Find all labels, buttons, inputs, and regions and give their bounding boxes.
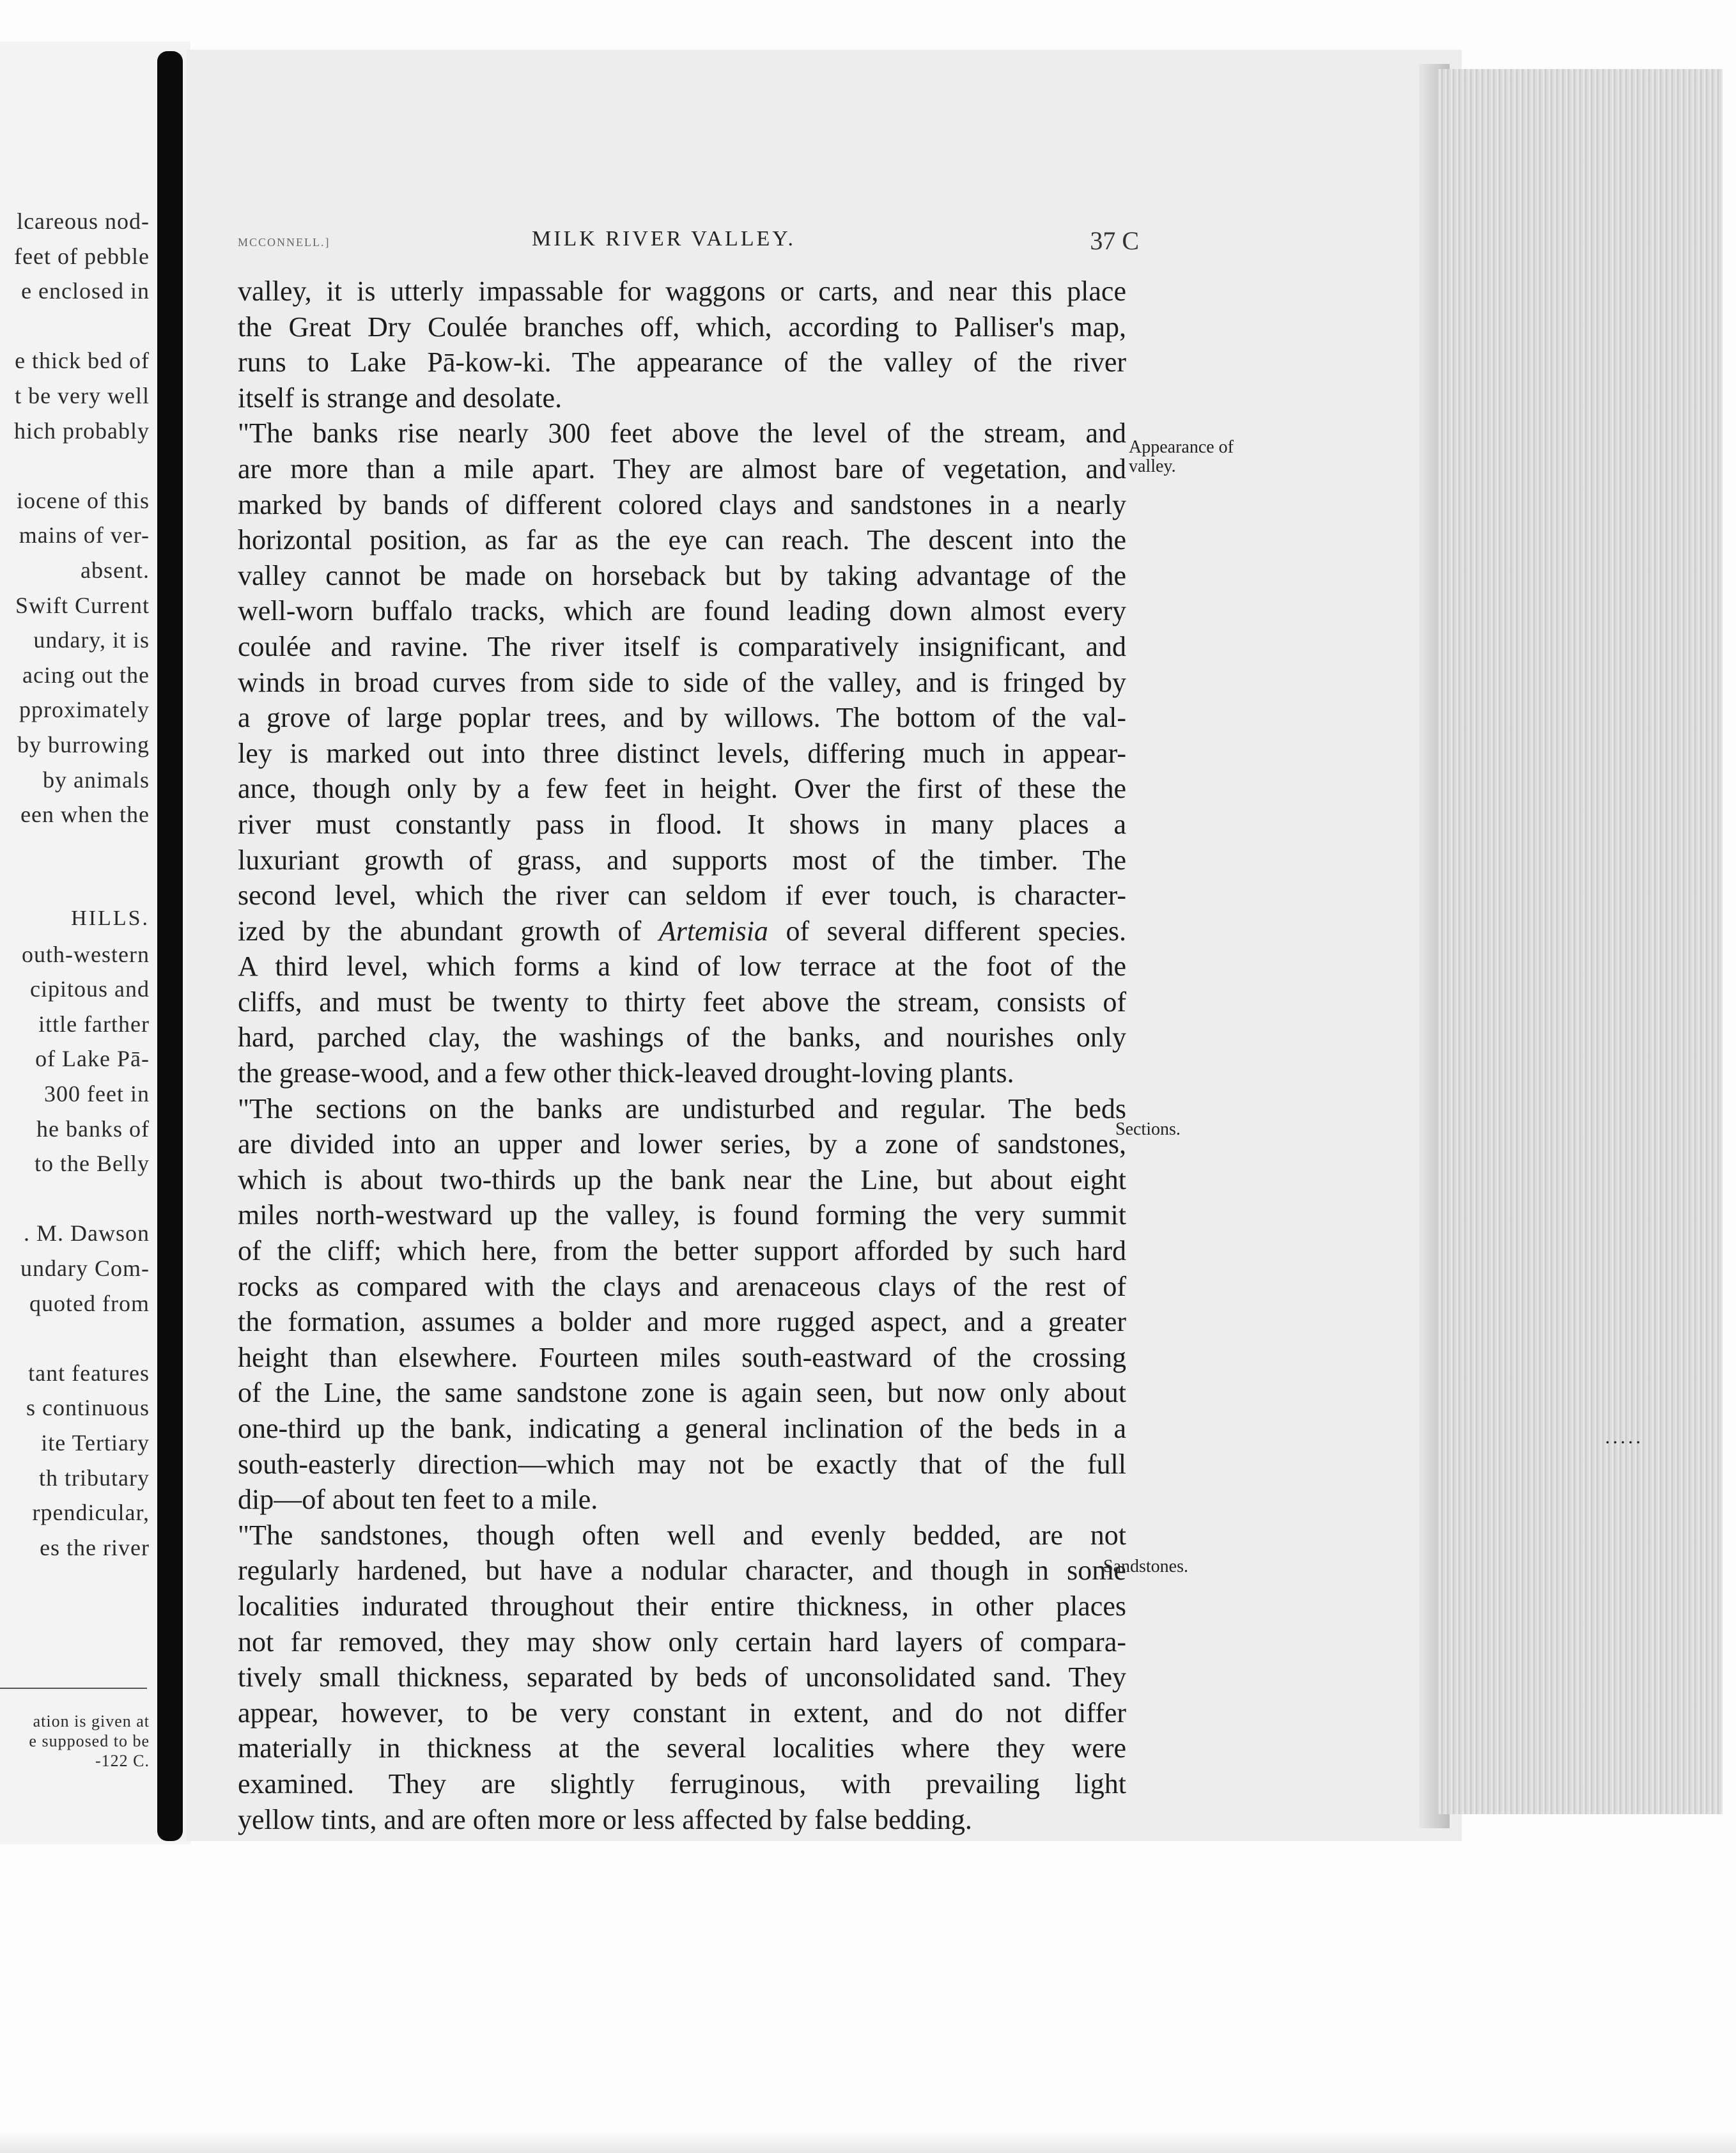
page-edge-stack [1438,69,1723,1814]
body-line: winds in broad curves from side to side of the valley, and is fringed by [238,666,1126,698]
body-line: are divided into an upper and lower series, by a zone of sandstones, [238,1128,1126,1160]
edge-mark: ····· [1604,1432,1643,1453]
running-head-author: MCCONNELL.] [238,236,330,249]
body-line: the grease-wood, and a few other thick-leaved drought-loving plants. [238,1057,1014,1089]
body-line: well-worn buffalo tracks, which are found leading down almost every [238,595,1126,627]
left-page-line: undary Com- [20,1255,150,1281]
body-line: of the Line, the same sandstone zone is again seen, but now only about [238,1377,1126,1409]
body-line: the formation, assumes a bolder and more rugged aspect, and a greater [238,1306,1126,1338]
margin-note-appearance [1129,438,1234,476]
body-line: the Great Dry Coulée branches off, which, according to Palliser's map, [238,311,1126,343]
page-number: 37 C [1090,226,1139,255]
left-page-line: to the Belly [35,1151,150,1177]
left-page-line: acing out the [22,662,150,688]
margin-note-sandstones: Sandstones. [1103,1557,1188,1576]
body-line: second level, which the river can seldom if ever touch, is character- [238,880,1126,912]
left-page-line: cipitous and [30,976,150,1002]
body-line: marked by bands of different colored clays and sandstones in a nearly [238,488,1126,520]
body-line: "The sections on the banks are undisturbed and regular. The beds [238,1092,1126,1124]
body-line: A third level, which forms a kind of low terrace at the foot of the [238,951,1126,983]
body-text [238,274,1126,1837]
italic-term: Artemisia [658,915,768,947]
left-page-line: Swift Current [15,592,150,618]
left-page-line: s continuous [26,1395,150,1421]
body-line: ance, though only by a few feet in height. Over the first of these the [238,773,1126,805]
body-line: cliffs, and must be twenty to thirty feet above the stream, consists of [238,986,1126,1018]
body-line: valley cannot be made on horseback but by taking advantage of the [238,559,1126,591]
body-line: hard, parched clay, the washings of the banks, and nourishes only [238,1022,1126,1053]
left-page-line: 300 feet in [44,1081,150,1107]
body-line: appear, however, to be very constant in extent, and do not differ [238,1697,1126,1729]
body-line: ley is marked out into three distinct levels, differing much in appear- [238,737,1126,769]
body-line: height than elsewhere. Fourteen miles south-eastward of the crossing [238,1341,1126,1373]
body-line: south-easterly direction—which may not be exactly that of the full [238,1448,1126,1480]
left-page-line: he banks of [36,1115,150,1142]
body-line: luxuriant growth of grass, and supports most of the timber. The [238,844,1126,876]
left-footnote-line: ation is given at [33,1712,150,1730]
margin-note-appearance-line-2: valley. [1129,456,1176,476]
left-page-line: e enclosed in [21,278,150,304]
left-page-line: . M. Dawson [24,1220,150,1247]
body-line: localities indurated throughout their entire thickness, in other places [238,1590,1126,1622]
body-line: horizontal position, as far as the eye can reach. The descent into the [238,524,1126,556]
body-line: materially in thickness at the several localities where they were [238,1732,1126,1764]
body-line: which is about two-thirds up the bank near the Line, but about eight [238,1163,1126,1195]
left-page-line: e thick bed of [15,348,150,374]
left-page-line: HILLS. [71,906,150,930]
left-page-line: lcareous nod- [17,208,150,234]
body-line: river must constantly pass in flood. It shows in many places a [238,808,1126,840]
running-head [238,227,1139,259]
body-line: of the cliff; which here, from the better support afforded by such hard [238,1235,1126,1267]
left-footnote-line: -122 C. [95,1752,150,1770]
left-page-line: absent. [81,557,150,583]
left-page-line: t be very well [15,383,150,408]
left-footnote-line: e supposed to be [29,1732,150,1750]
body-line: "The banks rise nearly 300 feet above the level of the stream, and [238,417,1126,449]
margin-note-sections: Sections. [1115,1119,1181,1139]
left-page-line: ite Tertiary [41,1430,150,1456]
left-page-line: by burrowing [17,732,150,758]
body-line: tively small thickness, separated by beds of unconsolidated sand. They [238,1661,1126,1693]
running-head-title: MILK RIVER VALLEY. [532,227,796,251]
margin-note-appearance-line-1: Appearance of [1129,437,1234,457]
body-line: are more than a mile apart. They are almost bare of vegetation, and [238,453,1126,485]
left-page-line: undary, it is [33,627,150,653]
left-page-line: iocene of this [17,487,150,513]
left-page-line: ittle farther [38,1011,150,1037]
left-page-line: es the river [40,1534,150,1560]
book-gutter [157,51,183,1841]
body-line: ized by the abundant growth of Artemisia of several different species. [238,915,1127,947]
body-line: yellow tints, and are often more or less affected by false bedding. [238,1803,972,1835]
body-line: a grove of large poplar trees, and by willows. The bottom of the val- [238,702,1126,734]
footnote-rule [0,1688,147,1689]
body-line: examined. They are slightly ferruginous, with prevailing light [238,1768,1126,1799]
body-line: itself is strange and desolate. [238,382,562,414]
left-page-line: mains of ver- [19,522,150,548]
body-line: valley, it is utterly impassable for waggons or carts, and near this place [238,276,1126,307]
body-line: miles north-westward up the valley, is found forming the very summit [238,1199,1126,1231]
body-line: runs to Lake Pā-kow-ki. The appearance of the valley of the river [238,346,1126,378]
left-page-line: een when the [20,802,150,828]
left-page-line: rpendicular, [32,1500,150,1526]
left-page-line: of Lake Pā- [35,1046,150,1072]
left-page-line: tant features [28,1360,150,1386]
body-line: "The sandstones, though often well and evenly bedded, are not [238,1519,1126,1551]
body-line: one-third up the bank, indicating a general inclination of the beds in a [238,1413,1126,1444]
bottom-shadow [0,2129,1736,2153]
left-page-line: th tributary [39,1465,150,1491]
body-line: not far removed, they may show only certain hard layers of compara- [238,1626,1126,1658]
body-line: regularly hardened, but have a nodular character, and though in some [238,1555,1126,1587]
body-line: dip—of about ten feet to a mile. [238,1484,598,1516]
body-line: coulée and ravine. The river itself is comparatively insignificant, and [238,630,1126,662]
left-page-line: outh-western [22,941,150,967]
left-page-line: feet of pebble [14,243,150,269]
left-page-line: pproximately [19,697,150,723]
left-page-line: quoted from [29,1290,150,1316]
left-page-line: hich probably [14,417,150,444]
left-page-line: by animals [43,766,150,793]
body-line: rocks as compared with the clays and arenaceous clays of the rest of [238,1270,1126,1302]
